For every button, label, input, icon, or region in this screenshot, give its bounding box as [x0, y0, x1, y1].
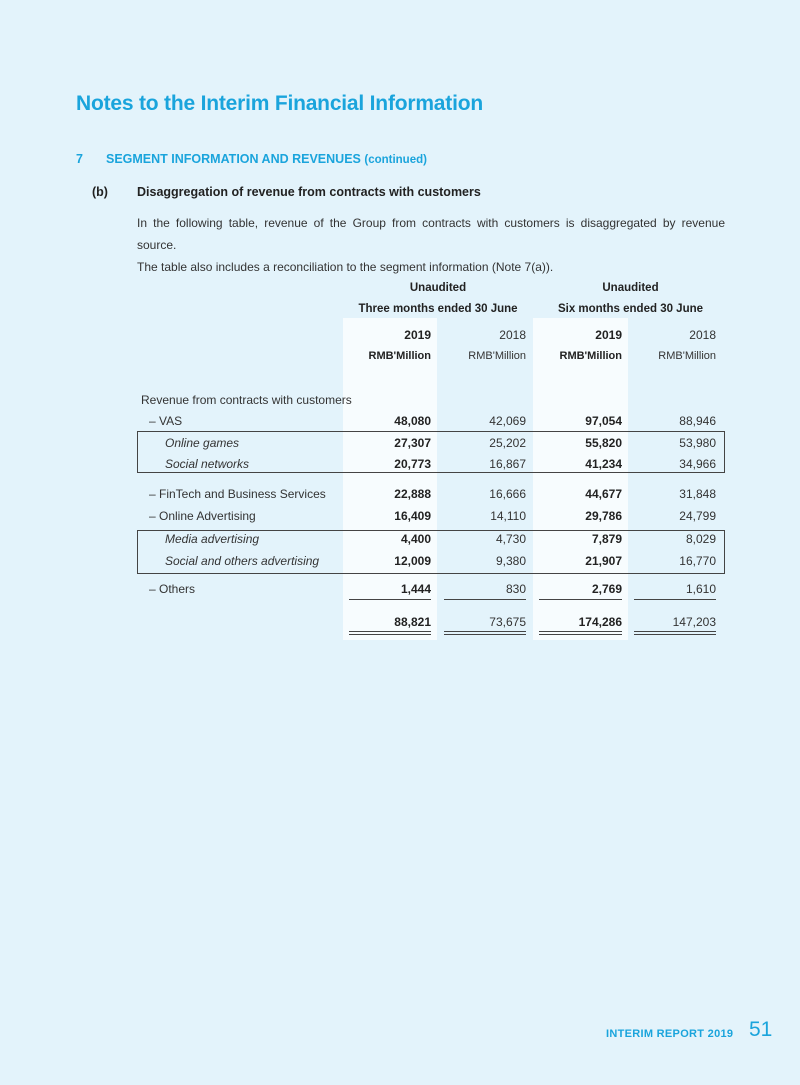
cell: 8,029 — [685, 532, 716, 546]
group2-status: Unaudited — [602, 282, 659, 294]
cell: 27,307 — [394, 436, 431, 450]
cell: 1,610 — [685, 582, 716, 596]
unit-col-2: RMB'Million — [468, 350, 526, 362]
total-cell: 73,675 — [489, 615, 526, 629]
row-label: Media advertising — [165, 532, 260, 546]
cell: 4,400 — [400, 532, 431, 546]
cell: 88,946 — [679, 414, 716, 428]
cell: 12,009 — [394, 554, 431, 568]
table-section-label: Revenue from contracts with customers — [141, 393, 352, 407]
cell: 21,907 — [585, 554, 622, 568]
subtotal-rule — [634, 599, 716, 600]
year-col-1: 2019 — [404, 328, 431, 342]
cell: 55,820 — [585, 436, 622, 450]
cell: 48,080 — [394, 414, 431, 428]
total-rule — [444, 634, 526, 635]
total-rule — [634, 634, 716, 635]
row-label: Social networks — [165, 457, 250, 471]
paragraph-line-1: In the following table, revenue of the Group from contracts with customers is disaggregated by revenue source. — [137, 216, 725, 252]
unit-col-3: RMB'Million — [559, 350, 622, 362]
year-col-3: 2019 — [595, 328, 622, 342]
total-cell: 174,286 — [578, 615, 622, 629]
cell: 16,409 — [394, 509, 431, 523]
section-title: SEGMENT INFORMATION AND REVENUES — [106, 152, 361, 166]
subtotal-rule — [444, 599, 526, 600]
cell: 830 — [505, 582, 526, 596]
year-col-2: 2018 — [499, 328, 526, 342]
subtotal-rule — [349, 599, 431, 600]
total-rule — [349, 631, 431, 632]
intro-paragraph — [137, 212, 725, 278]
cell: 16,770 — [679, 554, 716, 568]
subsection-heading — [92, 185, 481, 199]
total-cell: 88,821 — [394, 615, 431, 629]
total-rule — [444, 631, 526, 632]
total-cell: 147,203 — [672, 615, 716, 629]
page-title: Notes to the Interim Financial Information — [76, 92, 483, 115]
cell: 7,879 — [591, 532, 622, 546]
section-suffix: (continued) — [364, 154, 427, 166]
cell: 14,110 — [490, 509, 526, 523]
cell: 34,966 — [679, 457, 716, 471]
total-rule — [349, 634, 431, 635]
cell: 9,380 — [495, 554, 526, 568]
section-heading — [76, 152, 427, 166]
year-col-4: 2018 — [689, 328, 716, 342]
paragraph-line-2: The table also includes a reconciliation to the segment information (Note 7(a)). — [137, 260, 554, 274]
cell: 53,980 — [679, 436, 716, 450]
cell: 25,202 — [489, 436, 526, 450]
row-label: – Others — [149, 582, 196, 596]
cell: 41,234 — [585, 457, 622, 471]
cell: 22,888 — [394, 487, 431, 501]
cell: 24,799 — [679, 509, 716, 523]
cell: 2,769 — [591, 582, 622, 596]
total-rule — [634, 631, 716, 632]
row-label: – Online Advertising — [149, 509, 256, 523]
cell: 97,054 — [585, 414, 622, 428]
row-label: – VAS — [149, 414, 183, 428]
row-label: Online games — [165, 436, 240, 450]
group2-period: Six months ended 30 June — [557, 303, 704, 315]
group1-status: Unaudited — [409, 282, 467, 294]
cell: 31,848 — [679, 487, 716, 501]
subtotal-rule — [539, 599, 622, 600]
cell: 4,730 — [495, 532, 526, 546]
cell: 29,786 — [585, 509, 622, 523]
cell: 16,666 — [489, 487, 526, 501]
cell: 16,867 — [489, 457, 526, 471]
cell: 42,069 — [489, 414, 526, 428]
subsection-title: Disaggregation of revenue from contracts with customers — [137, 185, 481, 199]
unit-col-1: RMB'Million — [368, 350, 431, 362]
footer-report-name: INTERIM REPORT 2019 — [606, 1028, 734, 1040]
cell: 1,444 — [400, 582, 431, 596]
subsection-label: (b) — [92, 185, 108, 199]
cell: 44,677 — [585, 487, 622, 501]
total-rule — [539, 631, 622, 632]
total-rule — [539, 634, 622, 635]
section-number: 7 — [76, 152, 83, 166]
page-number: 51 — [749, 1018, 773, 1041]
group1-period: Three months ended 30 June — [358, 303, 518, 315]
cell: 20,773 — [394, 457, 431, 471]
unit-col-4: RMB'Million — [658, 350, 716, 362]
row-label: Social and others advertising — [165, 554, 320, 568]
row-label: – FinTech and Business Services — [149, 487, 326, 501]
